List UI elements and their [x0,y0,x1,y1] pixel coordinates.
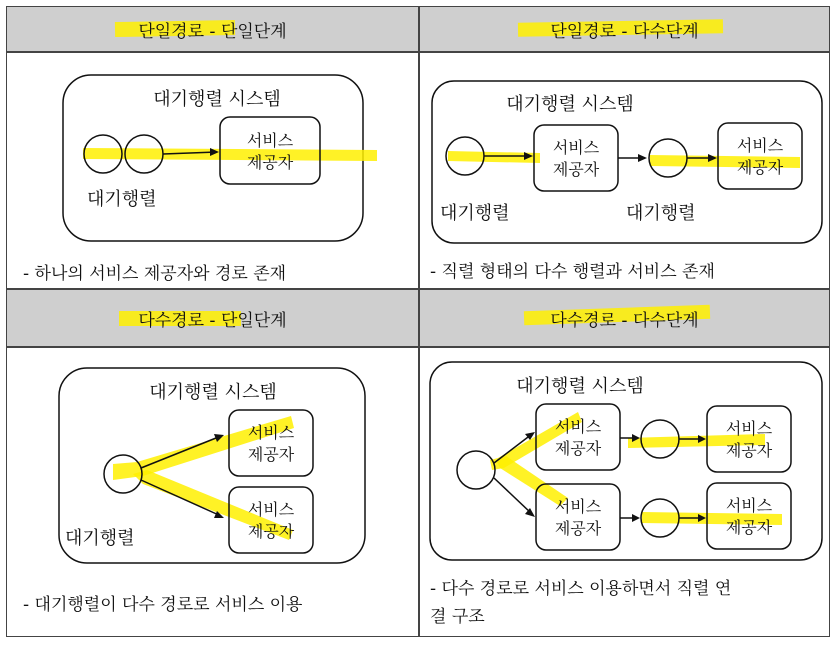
arrow-head [632,514,640,522]
queue-label: 대기행렬 [87,189,157,210]
header-multi-path-single-stage [6,289,419,347]
header-single-path-single-stage [6,6,419,52]
header-label: 단일경로 - 다수단계 [550,21,699,42]
system-label: 대기행렬 시스템 [153,89,281,110]
system-label: 대기행렬 시스템 [149,382,277,403]
server-label-line2: 제공자 [736,158,784,177]
description-line1: - 다수 경로로 서비스 이용하면서 직렬 연 [430,579,732,599]
description: - 대기행렬이 다수 경로로 서비스 이용 [23,595,303,615]
cell-single-path-multi-stage [419,52,830,289]
header-multi-path-multi-stage [419,289,830,347]
server-label-line2: 제공자 [725,441,773,460]
arrow-head [638,154,647,162]
diagram-multi-single [7,348,420,638]
queue-circle [457,451,495,489]
server-box [534,125,618,191]
cell-multi-path-multi-stage [419,347,830,637]
server-label-line1: 서비스 [554,417,602,436]
header-single-path-multi-stage [419,6,830,52]
queue-label: 대기행렬 [65,528,135,549]
cell-multi-path-single-stage [6,347,419,637]
system-label: 대기행렬 시스템 [506,94,634,115]
server-box [718,123,802,189]
description: - 직렬 형태의 다수 행렬과 서비스 존재 [430,262,715,282]
server-label-line2: 제공자 [552,160,600,179]
server-label-line1: 서비스 [552,138,600,157]
cell-single-path-single-stage [6,52,419,289]
server-label-line2: 제공자 [725,518,773,537]
server-label-line2: 제공자 [247,522,295,541]
server-label-line1: 서비스 [246,131,294,150]
description: - 하나의 서비스 제공자와 경로 존재 [23,264,287,284]
server-label-line2: 제공자 [246,153,294,172]
server-label-line2: 제공자 [247,445,295,464]
header-label: 다수경로 - 단일단계 [138,310,287,331]
server-label-line1: 서비스 [736,136,784,155]
server-label-line1: 서비스 [554,497,602,516]
header-label: 단일경로 - 단일단계 [138,21,287,42]
highlight-stroke [83,148,377,161]
server-label-line1: 서비스 [247,423,295,442]
description-line2: 결 구조 [430,607,485,627]
queue-label-1: 대기행렬 [440,203,510,224]
queue-label-2: 대기행렬 [626,203,696,224]
server-label-line2: 제공자 [554,439,602,458]
diagram-single-multi [420,53,831,290]
system-label: 대기행렬 시스템 [516,376,644,397]
diagram-multi-multi [420,348,831,638]
server-label-line1: 서비스 [725,419,773,438]
server-label-line1: 서비스 [247,500,295,519]
diagram-single-single [7,53,420,290]
server-label-line2: 제공자 [554,519,602,538]
header-label: 다수경로 - 다수단계 [550,310,699,331]
server-label-line1: 서비스 [725,496,773,515]
